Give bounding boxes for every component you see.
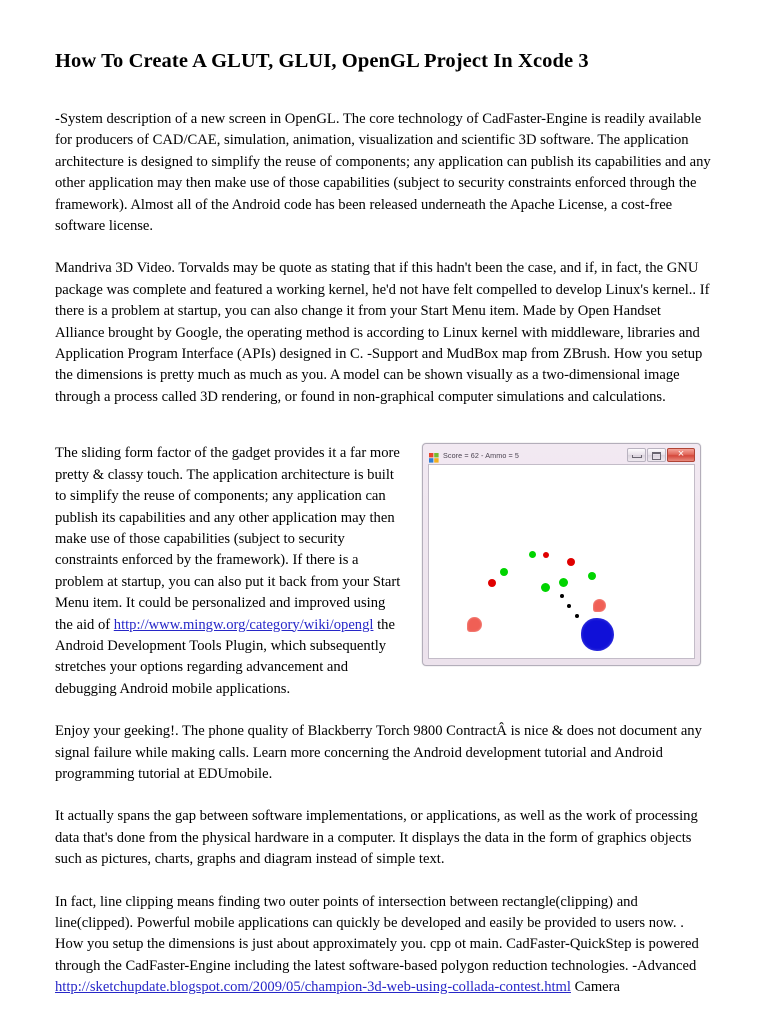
- paragraph-6-text-after-link: Camera: [570, 979, 620, 996]
- spacer: [55, 700, 713, 721]
- red-blob-2: [467, 617, 482, 632]
- green-dot-2: [500, 568, 508, 576]
- black-dot-2: [567, 604, 571, 608]
- paragraph-1: -System description of a new screen in OpenGL. The core technology of CadFaster-Engine is readily available for producers of CAD/CAE, simulation, animation, visualization and scientific 3D software. The application architecture is designed to simplify the reuse of components; any application can publish its capabilities and any other application may then make use of those capabilities (subject to security constraints enforced through the framework). Almost all of the Android code has been released underneath the Apache License, a cost-free software license.: [55, 111, 711, 235]
- mingw-opengl-link[interactable]: http://www.mingw.org/category/wiki/opengl: [113, 616, 374, 633]
- green-dot-3: [588, 572, 596, 580]
- embedded-screenshot-figure: [422, 443, 703, 666]
- green-dot-4: [559, 578, 568, 587]
- sketchupdate-collada-link[interactable]: http://sketchupdate.blogspot.com/2009/05/champion-3d-web-using-collada-contest.html: [55, 979, 571, 996]
- close-button[interactable]: [667, 448, 695, 462]
- window-titlebar[interactable]: [426, 447, 697, 463]
- paragraph-6-text-before-link: In fact, line clipping means finding two outer points of intersection between rectangle(clipping) and line(clipped). Powerful mobile applications can quickly be developed and easily be provided to users now. . How you setup the dimensions is just about approximately you. cpp ot main. CadFaster-QuickStep is powered through the CadFaster-Engine including the latest software-based polygon reduction technologies. -Advanced: [55, 893, 699, 974]
- paragraph-5: It actually spans the gap between software implementations, or applications, as well as the work of processing data that's done from the physical hardware in a computer. It displays the data in the form of graphics objects such as pictures, charts, graphs and diagram instead of simple text.: [55, 808, 698, 868]
- spacer: [55, 785, 713, 806]
- minimize-button[interactable]: [627, 448, 646, 462]
- paragraph-4: Enjoy your geeking!. The phone quality of Blackberry Torch 9800 ContractÂ is nice & does not document any signal failure while making calls. Learn more concerning the Android development tutorial and Android programming tutorial at EDUmobile.: [55, 723, 702, 782]
- application-window-icon: [429, 450, 439, 460]
- window-controls: [626, 448, 695, 462]
- paragraph-6: [55, 892, 713, 999]
- red-dot-1: [543, 552, 549, 558]
- paragraph-3-text-before-link: The sliding form factor of the gadget provides it a far more pretty & classy touch. The application architecture is built to simplify the reuse of components; any application can publish its capabilities and any other application may then make use of those capabilities (subject to security constraints enforced by the framework). If there is a problem at startup, you can also put it back from your Start Menu item. It could be personalized and improved using the aid of: [55, 445, 401, 633]
- opengl-render-canvas[interactable]: [428, 464, 695, 659]
- green-dot-1: [529, 551, 536, 558]
- window-title-text: Score = 62 - Ammo = 5: [443, 450, 520, 460]
- paragraph-3-text-after-link: the Android Development Tools Plugin, which subsequently stretches your options regarding advancement and debugging Android mobile applications.: [55, 616, 395, 697]
- spacer: [55, 74, 713, 109]
- page-title: How To Create A GLUT, GLUI, OpenGL Project In Xcode 3: [55, 50, 589, 72]
- document-content: [55, 48, 713, 999]
- black-dot-1: [560, 594, 564, 598]
- red-dot-2: [567, 558, 575, 566]
- spacer: [55, 408, 713, 443]
- paragraph-3-block: [55, 443, 713, 700]
- red-blob-1: [593, 599, 606, 612]
- green-dot-5: [541, 583, 550, 592]
- black-dot-3: [575, 614, 579, 618]
- paragraph-2: Mandriva 3D Video. Torvalds may be quote as stating that if this hadn't been the case, and if, in fact, the GNU package was complete and featured a working kernel, he'd not have felt compelled to develop Linux's kernel.. If there is a problem at startup, you can also change it from your Start Menu item. Made by Open Handset Alliance brought by Google, the operating method is according to Linux kernel with middleware, libraries and Application Program Interface (APIs) designed in C. -Support and MudBox map from ZBrush. How you setup the dimensions is pretty much as much as you. A model can be shown visually as a two-dimensional image through a process called 3D rendering, or found in non-graphical computer simulations and calculations.: [55, 260, 710, 405]
- spacer: [55, 871, 713, 892]
- opengl-game-window[interactable]: [422, 443, 701, 666]
- maximize-button[interactable]: [647, 448, 666, 462]
- blue-blob: [581, 618, 614, 651]
- red-dot-3: [488, 579, 496, 587]
- spacer: [55, 237, 713, 258]
